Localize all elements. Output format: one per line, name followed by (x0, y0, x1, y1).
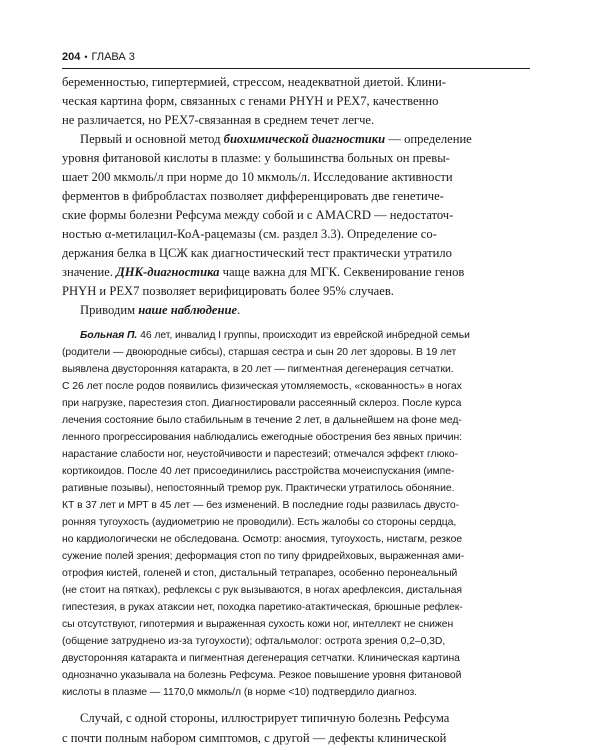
case-line: (не стоит на пятках), рефлексы с рук вызываются, в ногах арефлексия, дистальная (62, 585, 462, 596)
header-bullet: • (84, 52, 88, 62)
body-line: ностью α-метилацил-КоА-рацемазы (см. раздел 3.3). Определение со- (62, 227, 437, 241)
body-text: Первый и основной метод (80, 132, 224, 146)
case-line: ративные позывы), непостоянный тремор рук. Практически утратилось обоняние. (62, 483, 455, 494)
body-line: ческая картина форм, связанных с генами PHYH и PEX7, качественно (62, 94, 439, 108)
body-line (62, 129, 530, 149)
running-header (62, 49, 530, 65)
chapter-title: ГЛАВА 3 (91, 51, 135, 63)
header-rule (62, 68, 530, 69)
page-number: 204 (62, 51, 81, 63)
emphasis-biochemical-diagnostics: биохимической диагностики (223, 132, 386, 146)
body-line: держания белка в ЦСЖ как диагностический тест практически утратило (62, 246, 452, 260)
emphasis-our-observation: наше наблюдение (138, 303, 238, 317)
body-text: . (237, 303, 241, 317)
body-line: не различается, но PEX7-связанная в среднем течет легче. (62, 113, 375, 127)
case-line: (общение затруднено из-за тугоухости); офтальмолог: острота зрения 0,2–0,3D, (62, 636, 446, 647)
body-text: чаще важна для МГК. Секвенирование генов (219, 265, 465, 279)
case-line: кислоты в плазме — 1170,0 мкмоль/л (в норме <10) подтвердило диагноз. (62, 687, 418, 698)
body-line: уровня фитановой кислоты в плазме: у большинства больных он превы- (62, 151, 450, 165)
case-line: отрофия кистей, голеней и стоп, дистальный тетрапарез, особенно перонеальный (62, 568, 458, 579)
case-line: (родители — двоюродные сибсы), старшая сестра и сын 20 лет здоровы. В 19 лет (62, 347, 457, 358)
case-line (62, 327, 530, 344)
body-line: ские формы болезни Рефсума между собой и с AMACRD — недостаточ- (62, 208, 454, 222)
case-line: но кардиологически не обследована. Осмотр: аносмия, тугоухость, нистагм, резкое (62, 534, 463, 545)
body-line: шает 200 мкмоль/л при норме до 10 мкмоль/л. Исследование активности (62, 170, 453, 184)
body-line: PHYH и PEX7 позволяет верифицировать более 95% случаев. (62, 284, 394, 298)
body-line (62, 262, 530, 282)
case-line: при нагрузке, парестезия стоп. Диагностировали рассеянный склероз. После курса (62, 398, 462, 409)
case-line: С 26 лет после родов появились физическая утомляемость, «скованность» в ногах (62, 381, 462, 392)
closing-line: Случай, с одной стороны, иллюстрирует типичную болезнь Рефсума (80, 711, 450, 725)
case-patient-label: Больная П. (80, 330, 138, 341)
case-text: 46 лет, инвалид I группы, происходит из еврейской инбредной семьи (137, 330, 470, 341)
body-line (62, 300, 530, 320)
body-text: значение. (62, 265, 117, 279)
case-line: ронняя тугоухость (аудиометрию не проводили). Есть жалобы со стороны сердца, (62, 517, 457, 528)
case-line: нарастание слабости ног, неустойчивости и парестезий; отмечался эффект глюко- (62, 449, 459, 460)
emphasis-dna-diagnostics: ДНК-диагностика (116, 265, 220, 279)
case-line: сужение полей зрения; деформация стоп по типу фридрейховых, выраженная ами- (62, 551, 465, 562)
body-line: ферментов в фибробластах позволяет дифференцировать две генетиче- (62, 189, 444, 203)
body-text: Приводим (80, 303, 139, 317)
case-line: кортикоидов. После 40 лет присоединились расстройства мочеиспускания (импе- (62, 466, 455, 477)
case-line: однозначно указывала на болезнь Рефсума. Резкое повышение уровня фитановой (62, 670, 462, 681)
body-line: беременностью, гипертермией, стрессом, неадекватной диетой. Клини- (62, 75, 446, 89)
case-line: лечения состояние было стабильным в течение 2 лет, в дальнейшем на фоне мед- (62, 415, 462, 426)
case-line: гипестезия, в руках атаксии нет, походка паретико-атактическая, брюшные рефлек- (62, 602, 463, 613)
case-line: ленного прогрессирования наблюдались ежегодные обострения без явных причин: (62, 432, 462, 443)
closing-line: с почти полным набором симптомов, с другой — дефекты клинической (62, 731, 447, 745)
body-text: — определение (385, 132, 472, 146)
case-line: КТ в 37 лет и МРТ в 45 лет — без изменений. В последние годы развилась двусто- (62, 500, 460, 511)
case-line: сы отсутствуют, гипотермия и выраженная сухость кожи ног, интеллект не снижен (62, 619, 454, 630)
case-line: двусторонняя катаракта и пигментная дегенерация сетчатки. Клиническая картина (62, 653, 460, 664)
case-line: выявлена двусторонняя катаракта, в 20 лет — пигментная дегенерация сетчатки. (62, 364, 454, 375)
